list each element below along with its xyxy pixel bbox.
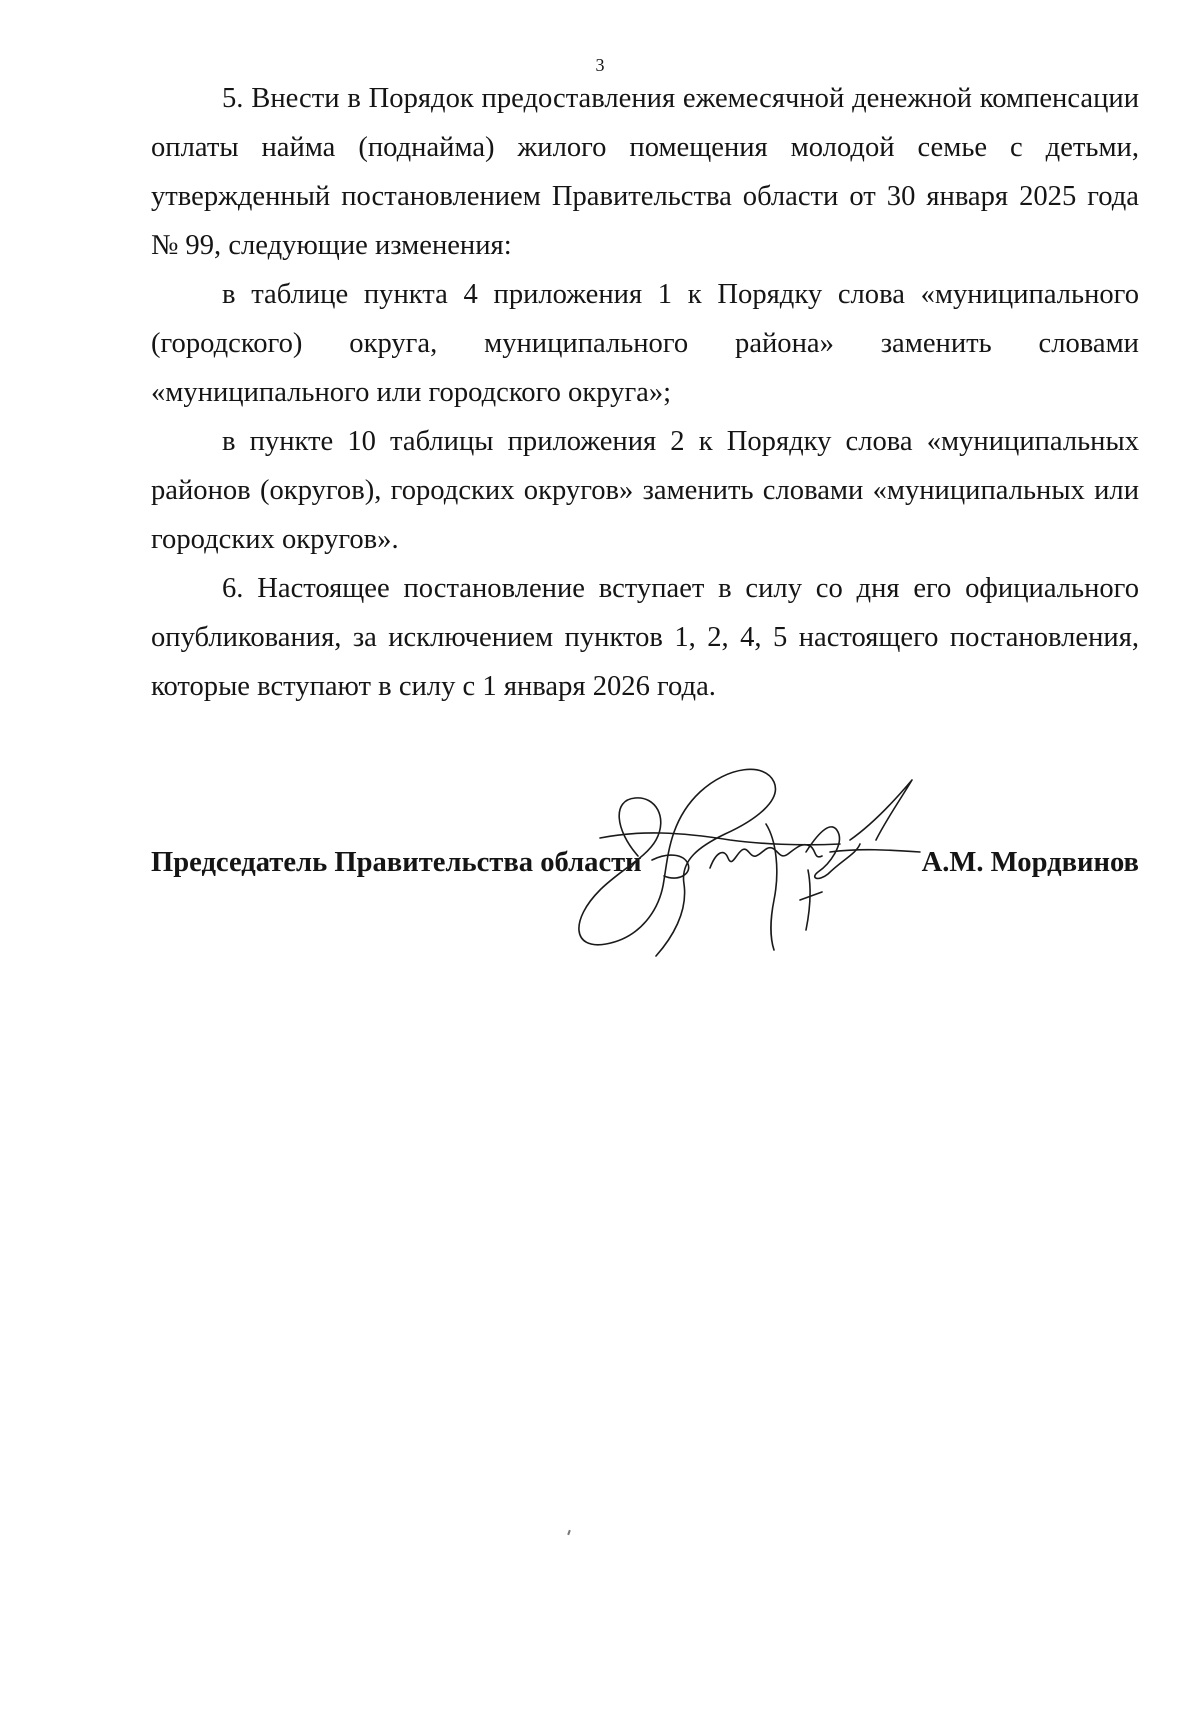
page-number: 3 (595, 55, 605, 75)
paragraph-amendment-table-10: в пункте 10 таблицы приложения 2 к Порядку слова «муниципальных районов (округов), городских округов» заменить словами «муниципальных или городских округов». (151, 426, 1139, 555)
signatory-title: Председатель Правительства области (151, 847, 642, 878)
paragraph-amendment-table-4: в таблице пункта 4 приложения 1 к Порядку слова «муниципального (городского) округа, муниципального района» заменить словами «муниципального или городского округа»; (151, 279, 1139, 408)
document-body (151, 74, 1139, 711)
signatory-name: А.М. Мордвинов (921, 847, 1139, 878)
paragraph-item-6: 6. Настоящее постановление вступает в силу со дня его официального опубликования, за исключением пунктов 1, 2, 4, 5 настоящего постановления, которые вступают в силу с 1 января 2026 года. (151, 573, 1139, 702)
paragraph-item-5: 5. Внести в Порядок предоставления ежемесячной денежной компенсации оплаты найма (поднайма) жилого помещения молодой семье с детьми, утвержденный постановлением Правительства области от 30 января 2025 года № 99, следующие изменения: (151, 83, 1139, 261)
handwritten-signature (560, 760, 980, 980)
scan-speck (567, 1530, 571, 1535)
